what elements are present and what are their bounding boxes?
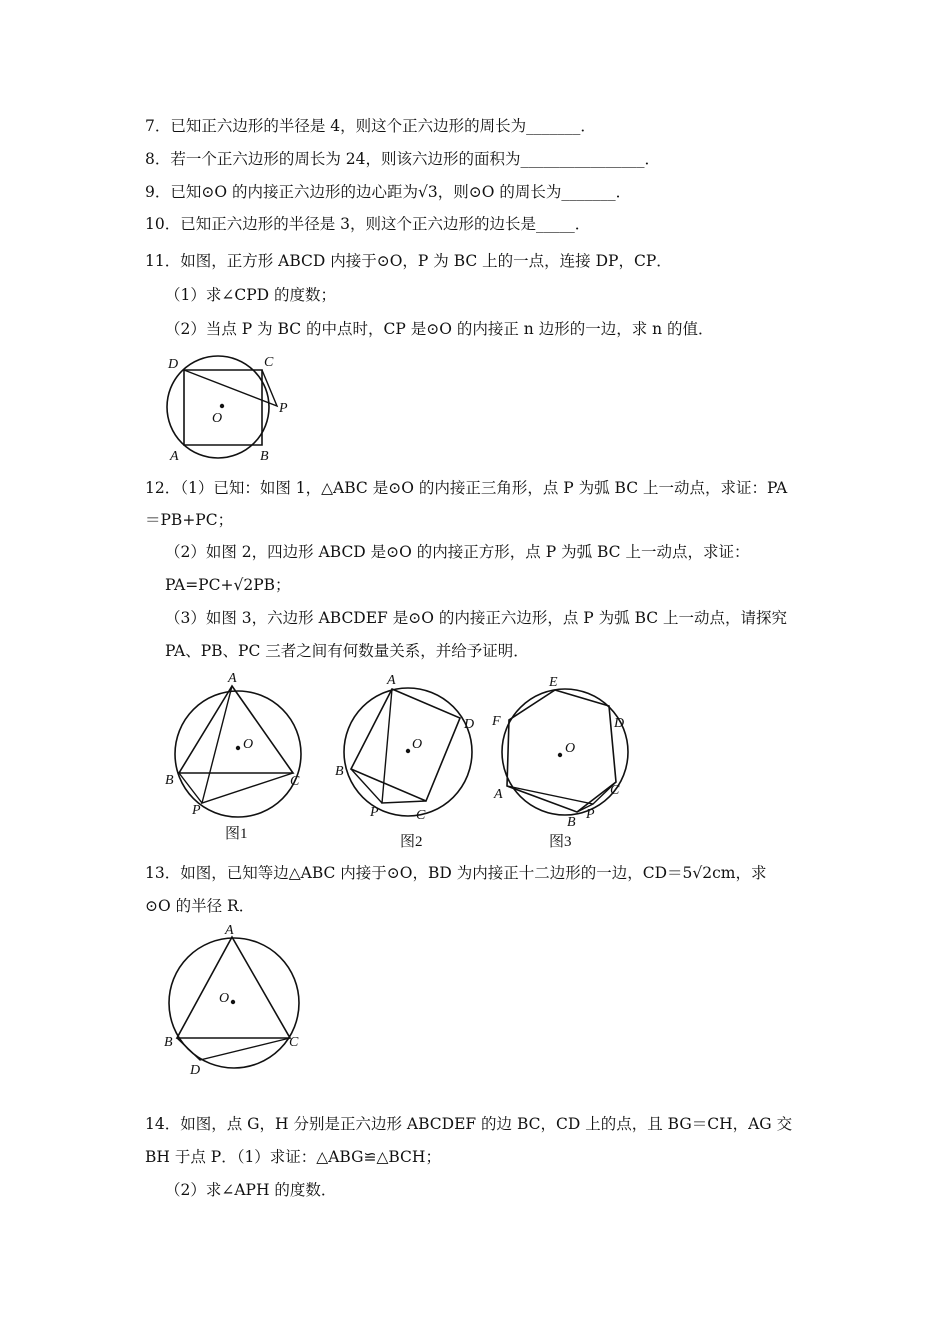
problem-13b: ⊙O 的半径 R． xyxy=(145,897,255,915)
fig12-2-label-b: B xyxy=(335,764,344,779)
figure-12-2 xyxy=(330,668,485,853)
problem-12-part-3a: （3）如图 3，六边形 ABCDEF 是⊙O 的内接正六边形，点 P 为弧 BC 上一动点，请探究 xyxy=(165,609,788,627)
fig12-3-label-c: C xyxy=(610,783,620,798)
fig12-3-label-d: D xyxy=(614,716,625,731)
figure-13 xyxy=(160,920,310,1080)
fig11-label-o: O xyxy=(212,411,223,426)
figure-11 xyxy=(160,350,300,465)
problem-12-part-1b: ＝PB+PC； xyxy=(145,511,234,529)
fig12-1-label-o: O xyxy=(243,737,254,752)
fig12-1-caption: 图1 xyxy=(225,826,248,842)
fig12-2-label-p: P xyxy=(370,805,379,820)
fig13-label-a: A xyxy=(225,923,234,938)
fig12-3-label-o: O xyxy=(565,741,576,756)
problem-12-part-2b: PA=PC+√2PB； xyxy=(165,576,291,594)
problem-8: 8．若一个正六边形的周长为 24，则该六边形的面积为________________． xyxy=(145,150,661,168)
problem-14-part-2: （2）求∠APH 的度数． xyxy=(165,1181,337,1199)
problem-11: 11．如图，正方形 ABCD 内接于⊙O，P 为 BC 上的一点，连接 DP，CP． xyxy=(145,252,672,270)
problem-11-part-2: （2）当点 P 为 BC 的中点时，CP 是⊙O 的内接正 n 边形的一边，求 n 的值． xyxy=(165,320,714,338)
fig12-3-label-b: B xyxy=(567,815,576,830)
problem-14b: BH 于点 P．（1）求证：△ABG≌△BCH； xyxy=(145,1148,441,1166)
fig13-label-c: C xyxy=(289,1035,299,1050)
figure-12-3 xyxy=(485,668,645,853)
fig12-3-label-p: P xyxy=(586,807,595,822)
fig13-label-b: B xyxy=(164,1035,173,1050)
fig12-2-label-d: D xyxy=(464,717,475,732)
fig11-label-b: B xyxy=(260,449,269,464)
problem-14a: 14．如图，点 G，H 分别是正六边形 ABCDEF 的边 BC，CD 上的点，且 BG＝CH，AG 交 xyxy=(145,1115,793,1133)
problem-12-part-3b: PA、PB、PC 三者之间有何数量关系，并给予证明． xyxy=(165,642,529,660)
problem-12-part-2a: （2）如图 2，四边形 ABCD 是⊙O 的内接正方形，点 P 为弧 BC 上一动点，求证： xyxy=(165,543,750,561)
problem-7: 7．已知正六边形的半径是 4，则这个正六边形的周长为_______． xyxy=(145,117,596,135)
fig12-3-label-e: E xyxy=(549,675,558,690)
fig12-2-caption: 图2 xyxy=(400,834,423,850)
problem-12-part-1a: 12．（1）已知：如图 1，△ABC 是⊙O 的内接正三角形，点 P 为弧 BC 上一动点，求证：PA xyxy=(145,479,788,497)
fig12-1-label-a: A xyxy=(228,671,237,686)
problem-11-part-1: （1）求∠CPD 的度数； xyxy=(165,286,336,304)
fig11-label-c: C xyxy=(264,355,274,370)
problem-13a: 13．如图，已知等边△ABC 内接于⊙O，BD 为内接正十二边形的一边，CD＝5√2cm，求 xyxy=(145,864,767,882)
fig12-2-label-a: A xyxy=(387,673,396,688)
fig12-1-label-c: C xyxy=(290,774,300,789)
fig13-label-d: D xyxy=(190,1063,201,1078)
fig12-3-caption: 图3 xyxy=(549,834,572,850)
fig12-2-label-o: O xyxy=(412,737,423,752)
fig12-3-label-f: F xyxy=(492,714,501,729)
problem-10: 10．已知正六边形的半径是 3，则这个正六边形的边长是_____． xyxy=(145,215,591,233)
problem-9: 9．已知⊙O 的内接正六边形的边心距为√3，则⊙O 的周长为_______． xyxy=(145,183,632,201)
fig11-label-d: D xyxy=(168,357,179,372)
fig12-1-label-b: B xyxy=(165,773,174,788)
fig13-label-o: O xyxy=(219,991,230,1006)
figure-12-1 xyxy=(160,668,310,848)
fig11-label-p: P xyxy=(279,401,288,416)
fig12-2-label-c: C xyxy=(416,808,426,823)
fig12-1-label-p: P xyxy=(192,803,201,818)
fig11-label-a: A xyxy=(170,449,179,464)
fig12-3-label-a: A xyxy=(494,787,503,802)
